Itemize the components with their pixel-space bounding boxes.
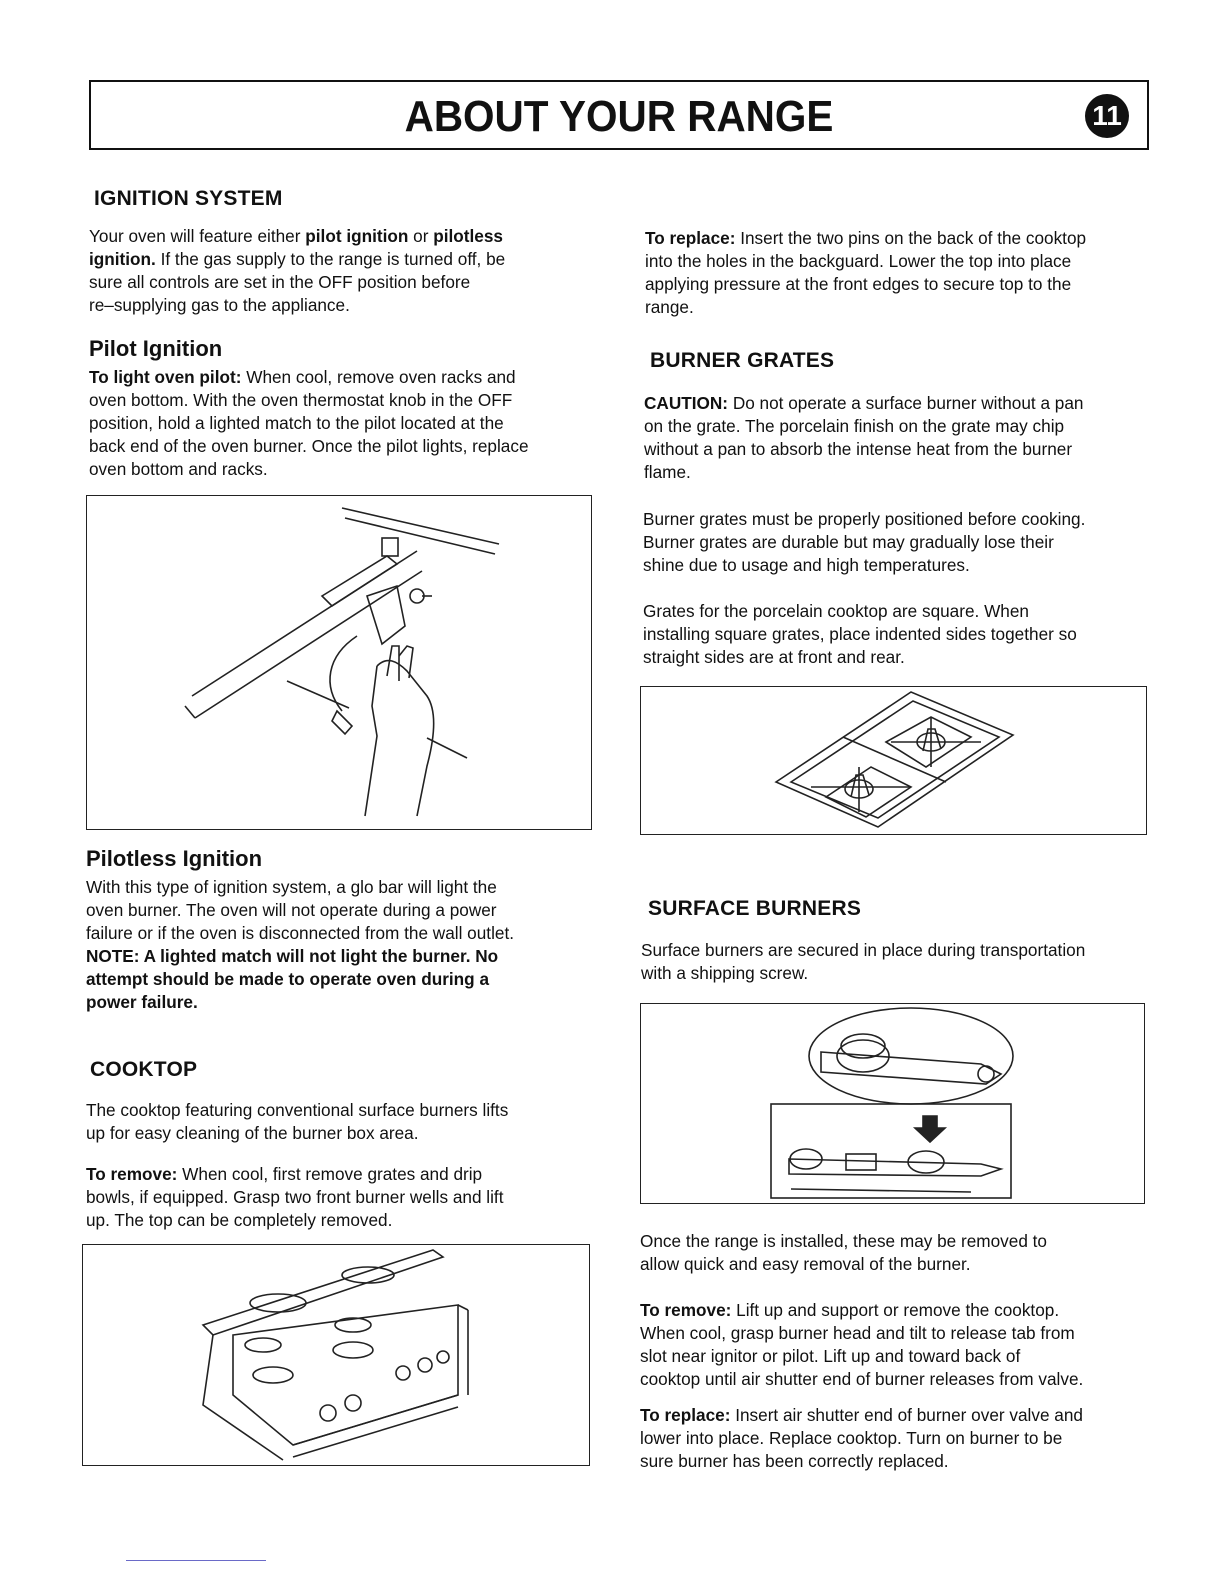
burner-grates-heading: BURNER GRATES [650, 349, 835, 372]
page-number-badge: 11 [1085, 94, 1129, 138]
ignition-system-heading: IGNITION SYSTEM [94, 187, 283, 210]
header-banner [89, 80, 1149, 150]
pilot-ignition-heading: Pilot Ignition [89, 336, 223, 361]
pilotless-ignition-heading: Pilotless Ignition [86, 846, 263, 871]
pilot-lighting-illustration [86, 495, 592, 830]
footer-rule [126, 1560, 266, 1561]
page-title: ABOUT YOUR RANGE [404, 92, 834, 141]
cooktop-lift-illustration [82, 1244, 590, 1466]
surface-burner-illustration [640, 1003, 1145, 1204]
burner-grates-illustration [640, 686, 1147, 835]
surface-burners-heading: SURFACE BURNERS [648, 897, 862, 920]
cooktop-heading: COOKTOP [90, 1058, 198, 1081]
